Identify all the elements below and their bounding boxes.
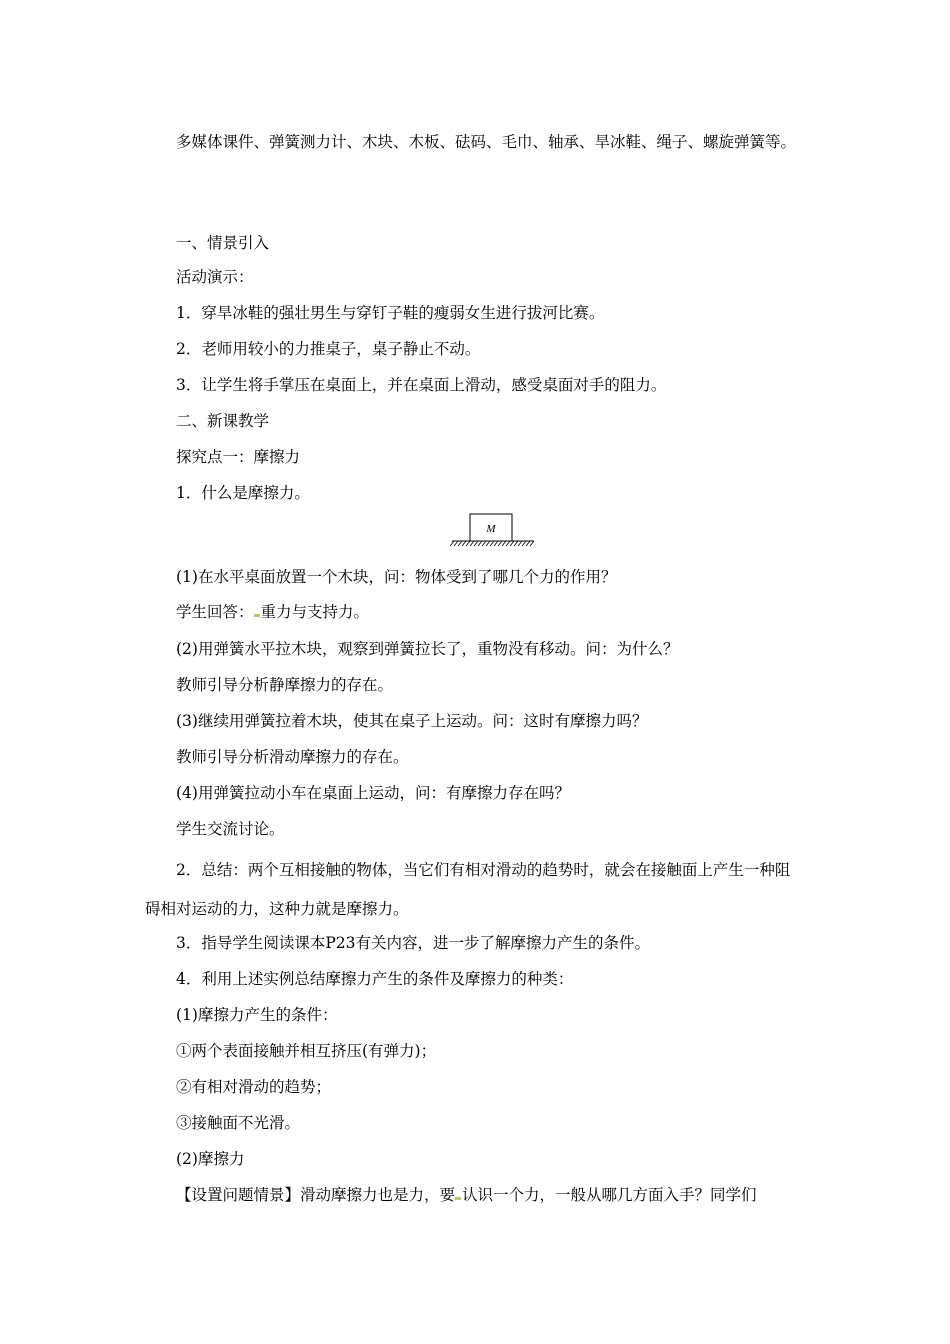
inquiry-point-1: 探究点一：摩擦力 bbox=[176, 448, 301, 466]
highlight-mark bbox=[254, 614, 260, 617]
surface-hatch-line bbox=[510, 541, 514, 546]
teacher-note-2: 教师引导分析静摩擦力的存在。 bbox=[176, 676, 394, 694]
surface-hatch-line bbox=[454, 541, 458, 546]
section-heading-new-lesson: 二、新课教学 bbox=[176, 412, 270, 430]
block-on-surface-figure bbox=[450, 512, 536, 550]
answer-prefix: 学生回答： bbox=[176, 603, 254, 621]
surface-hatch-line bbox=[474, 541, 478, 546]
problem-scenario-line bbox=[176, 1184, 757, 1206]
answer-text: 重力与支持力。 bbox=[260, 603, 370, 621]
item-4: 4．利用上述实例总结摩擦力产生的条件及摩擦力的种类： bbox=[176, 970, 574, 988]
surface-hatch-line bbox=[526, 541, 530, 546]
surface-hatch-line bbox=[494, 541, 498, 546]
surface-hatch-line bbox=[490, 541, 494, 546]
surface-hatch-line bbox=[522, 541, 526, 546]
item-3: 3．指导学生阅读课本P23有关内容，进一步了解摩擦力产生的条件。 bbox=[176, 934, 651, 952]
condition-2: ②有相对滑动的趋势； bbox=[176, 1078, 332, 1096]
condition-3: ③接触面不光滑。 bbox=[176, 1114, 301, 1132]
scenario-suffix: 认识一个力，一般从哪几方面入手？同学们 bbox=[462, 1186, 757, 1204]
scenario-prefix: 【设置问题情景】滑动摩擦力也是力，要 bbox=[176, 1186, 456, 1204]
demo-item-3: 3．让学生将手掌压在桌面上，并在桌面上滑动，感受桌面对手的阻力。 bbox=[176, 376, 667, 394]
surface-hatch-line bbox=[530, 541, 534, 546]
summary-paragraph: 2．总结：两个互相接触的物体，当它们有相对滑动的趋势时，就会在接触面上产生一种阻碍相对运动的力，这种力就是摩擦力。 bbox=[145, 861, 791, 918]
block-label: M bbox=[486, 523, 496, 535]
highlight-mark-2 bbox=[455, 1197, 461, 1200]
section-heading-intro: 一、情景引入 bbox=[176, 234, 270, 252]
question-2: (2)用弹簧水平拉木块，观察到弹簧拉长了，重物没有移动。问：为什么？ bbox=[176, 640, 679, 658]
surface-hatch-line bbox=[478, 541, 482, 546]
question-what-is-friction: 1．什么是摩擦力。 bbox=[176, 484, 310, 502]
demo-item-2: 2．老师用较小的力推桌子，桌子静止不动。 bbox=[176, 340, 481, 358]
student-answer-1 bbox=[176, 601, 369, 623]
question-3: (3)继续用弹簧拉着木块，使其在桌子上运动。问：这时有摩擦力吗？ bbox=[176, 712, 648, 730]
conditions-heading: (1)摩擦力产生的条件： bbox=[176, 1006, 338, 1024]
surface-hatch-line bbox=[502, 541, 506, 546]
surface-hatch-line bbox=[482, 541, 486, 546]
activity-label: 活动演示： bbox=[176, 268, 254, 286]
surface-hatch-line bbox=[462, 541, 466, 546]
surface-hatch-line bbox=[450, 541, 454, 546]
materials-paragraph: 多媒体课件、弹簧测力计、木块、木板、砝码、毛巾、轴承、旱冰鞋、绳子、螺旋弹簧等。 bbox=[176, 133, 797, 151]
teacher-note-3: 教师引导分析滑动摩擦力的存在。 bbox=[176, 748, 409, 766]
surface-hatch-line bbox=[498, 541, 502, 546]
surface-hatch-line bbox=[486, 541, 490, 546]
surface-hatch-line bbox=[470, 541, 474, 546]
student-note-4: 学生交流讨论。 bbox=[176, 820, 285, 838]
friction-heading: (2)摩擦力 bbox=[176, 1150, 245, 1168]
surface-hatch-line bbox=[518, 541, 522, 546]
surface-hatch-line bbox=[506, 541, 510, 546]
surface-hatch-line bbox=[466, 541, 470, 546]
question-1: (1)在水平桌面放置一个木块，问：物体受到了哪几个力的作用？ bbox=[176, 568, 617, 586]
surface-hatch-line bbox=[514, 541, 518, 546]
condition-1: ①两个表面接触并相互挤压(有弹力)； bbox=[176, 1042, 437, 1060]
demo-item-1: 1．穿旱冰鞋的强壮男生与穿钉子鞋的瘦弱女生进行拔河比赛。 bbox=[176, 304, 605, 322]
question-4: (4)用弹簧拉动小车在桌面上运动，问：有摩擦力存在吗？ bbox=[176, 784, 570, 802]
surface-hatch-line bbox=[458, 541, 462, 546]
